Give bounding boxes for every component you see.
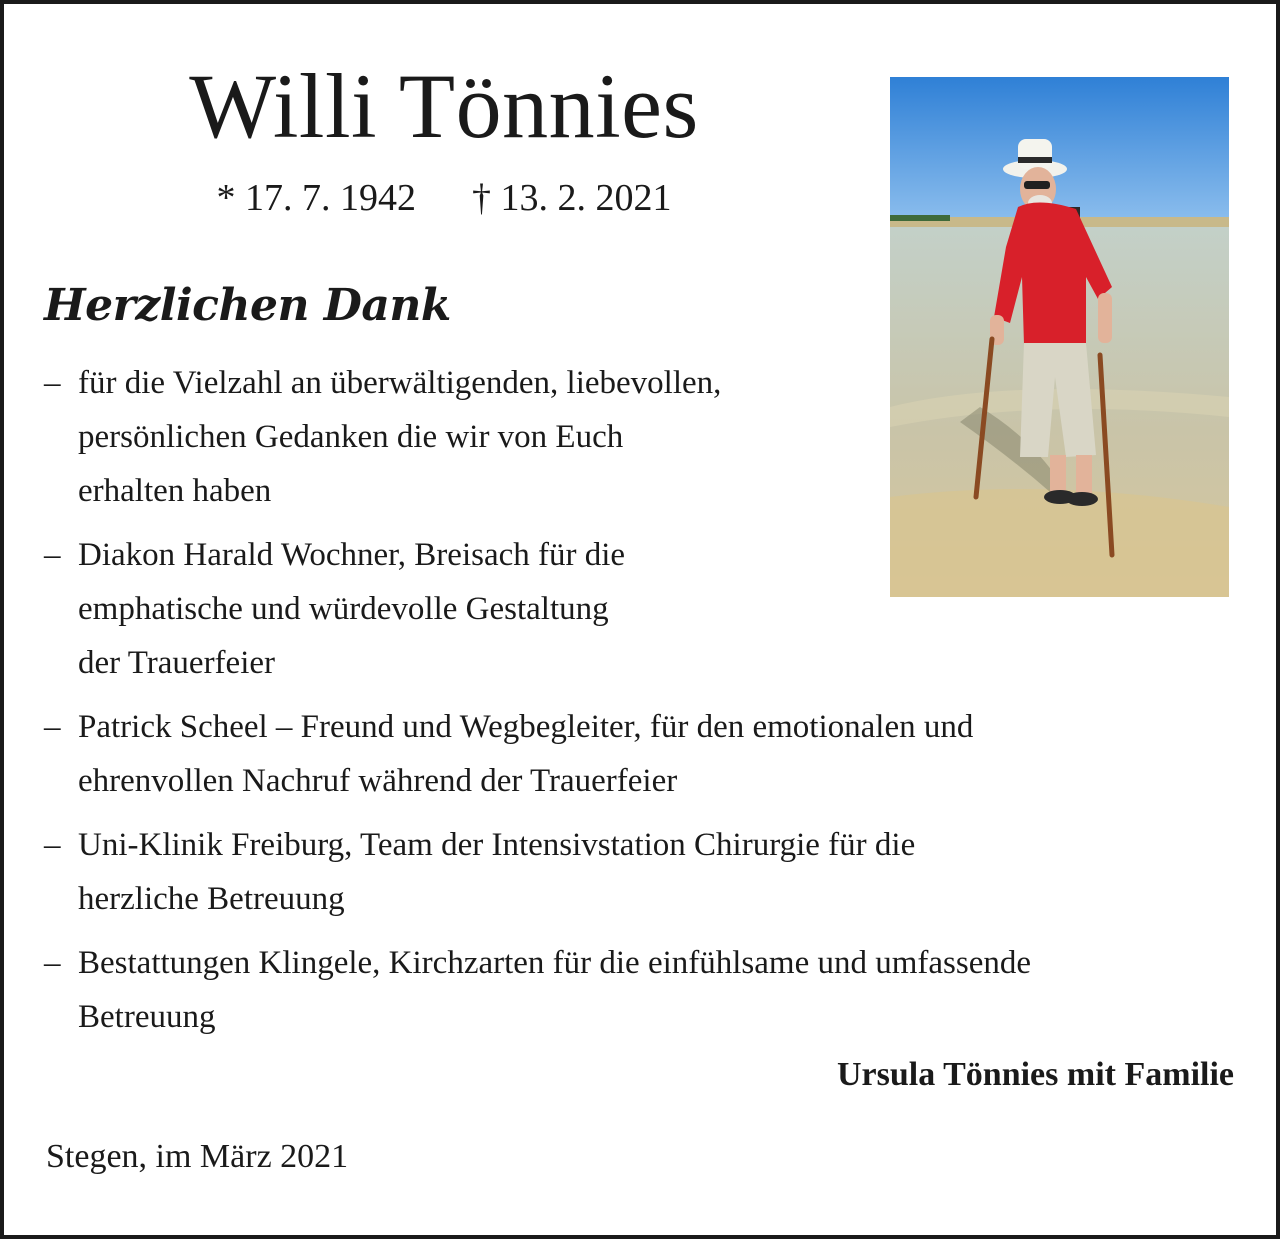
list-item: – für die Vielzahl an überwältigenden, liebevollen, persönlichen Gedanken die wir von Euch erhalten haben xyxy=(44,356,878,518)
place-date: Stegen, im März 2021 xyxy=(46,1138,349,1175)
list-item: – Patrick Scheel – Freund und Wegbegleiter, für den emotionalen und ehrenvollen Nachruf während der Trauerfeier xyxy=(44,700,1244,808)
life-dates xyxy=(44,176,844,220)
death-date: † 13. 2. 2021 xyxy=(472,177,672,219)
list-item: – Bestattungen Klingele, Kirchzarten für die einfühlsame und umfassende Betreuung xyxy=(44,936,1244,1044)
signature: Ursula Tönnies mit Familie xyxy=(837,1056,1234,1093)
thanks-heading: Herzlichen Dank xyxy=(44,280,451,331)
list-item: – Diakon Harald Wochner, Breisach für die emphatische und würdevolle Gestaltung der Trauerfeier xyxy=(44,528,778,690)
beach-photo-illustration xyxy=(890,77,1229,597)
deceased-name: Willi Tönnies xyxy=(189,55,699,157)
portrait-photo xyxy=(890,77,1229,597)
list-item: – Uni-Klinik Freiburg, Team der Intensivstation Chirurgie für die herzliche Betreuung xyxy=(44,818,1244,926)
birth-date: * 17. 7. 1942 xyxy=(216,177,416,219)
